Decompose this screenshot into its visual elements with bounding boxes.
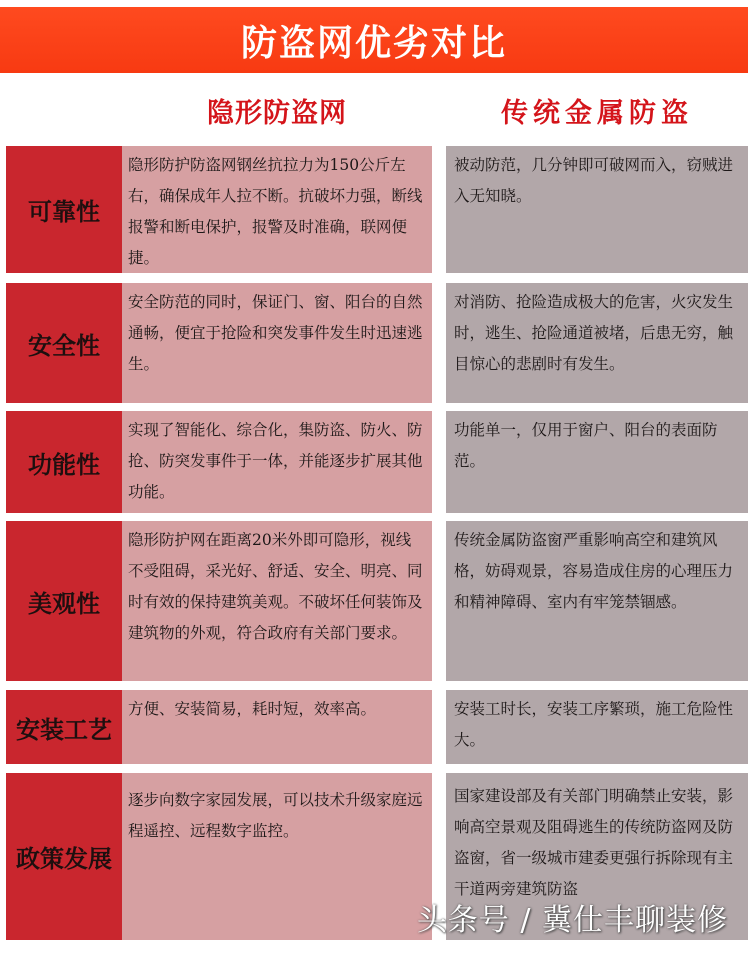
comparison-row-safety	[0, 283, 748, 403]
column-header-invisible-net: 隐形防盗网	[207, 97, 347, 129]
invisible-net-cell: 隐形防护网在距离20米外即可隐形，视线不受阻碍，采光好、舒适、安全、明亮、同时有效的保持建筑美观。不破坏任何装饰及建筑物的外观，符合政府有关部门要求。	[122, 521, 432, 681]
comparison-row-reliability	[0, 146, 748, 273]
invisible-net-cell: 隐形防护防盗网钢丝抗拉力为150公斤左右，确保成年人拉不断。抗破坏力强，断线报警和断电保护，报警及时准确，联网便捷。	[122, 146, 432, 273]
invisible-net-cell: 方便、安装简易，耗时短，效率高。	[122, 690, 432, 764]
traditional-cell: 功能单一，仅用于窗户、阳台的表面防范。	[446, 411, 748, 513]
traditional-cell: 安装工时长，安装工序繁琐，施工危险性大。	[446, 690, 748, 764]
title-banner	[0, 7, 748, 73]
comparison-row-function	[0, 411, 748, 513]
row-label: 安全性	[6, 283, 122, 403]
traditional-cell: 传统金属防盗窗严重影响高空和建筑风格，妨碍观景，容易造成住房的心理压力和精神障碍、室内有牢笼禁锢感。	[446, 521, 748, 681]
row-label: 安装工艺	[6, 690, 122, 764]
comparison-row-installation	[0, 690, 748, 764]
row-label: 美观性	[6, 521, 122, 681]
invisible-net-cell: 安全防范的同时，保证门、窗、阳台的自然通畅，便宜于抢险和突发事件发生时迅速逃生。	[122, 283, 432, 403]
traditional-cell: 国家建设部及有关部门明确禁止安装，影响高空景观及阻碍逃生的传统防盗网及防盗窗，省一级城市建委更强行拆除现有主干道两旁建筑防盗	[446, 773, 748, 940]
column-header-traditional-metal: 传统金属防盗	[501, 97, 693, 129]
row-label: 功能性	[6, 411, 122, 513]
row-label: 政策发展	[6, 773, 122, 940]
traditional-cell: 对消防、抢险造成极大的危害，火灾发生时，逃生、抢险通道被堵，后患无穷，触目惊心的悲剧时有发生。	[446, 283, 748, 403]
row-label: 可靠性	[6, 146, 122, 273]
traditional-cell: 被动防范，几分钟即可破网而入，窃贼进入无知晓。	[446, 146, 748, 273]
invisible-net-cell: 逐步向数字家园发展，可以技术升级家庭远程遥控、远程数字监控。	[122, 773, 432, 940]
comparison-row-appearance	[0, 521, 748, 681]
invisible-net-cell: 实现了智能化、综合化，集防盗、防火、防抢、防突发事件于一体，并能逐步扩展其他功能。	[122, 411, 432, 513]
watermark: 头条号 / 冀仕丰聊装修	[416, 903, 728, 938]
page-title: 防盗网优劣对比	[240, 22, 507, 64]
